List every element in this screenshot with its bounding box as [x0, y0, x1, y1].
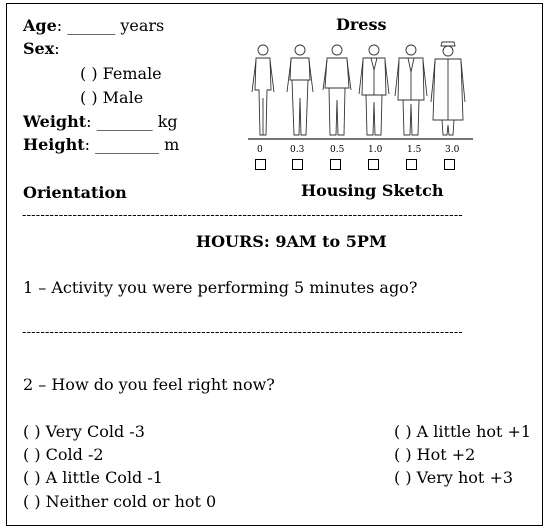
- clo-checkbox[interactable]: [330, 159, 341, 170]
- divider: ------------------------------------------------------------------------------------------------: [22, 209, 463, 223]
- option-very-cold[interactable]: ( ) Very Cold -3: [23, 422, 145, 441]
- figure-nude: [252, 45, 274, 135]
- questionnaire-form: [6, 3, 543, 526]
- clo-value: 3.0: [445, 145, 460, 155]
- clo-checkbox[interactable]: [368, 159, 379, 170]
- figure-winter: [395, 45, 427, 135]
- question-2: 2 – How do you feel right now?: [23, 375, 275, 394]
- clo-value: 0.3: [290, 145, 305, 155]
- clo-checkbox[interactable]: [292, 159, 303, 170]
- figure-summer: [323, 45, 351, 135]
- sex-label: Sex: [23, 39, 55, 58]
- option-hot[interactable]: ( ) Hot +2: [394, 445, 476, 464]
- sex-field: Sex:: [23, 39, 60, 58]
- clo-value: 0.5: [330, 145, 345, 155]
- height-blank[interactable]: : ________ m: [84, 135, 180, 154]
- clo-checkbox[interactable]: [444, 159, 455, 170]
- height-field[interactable]: [23, 135, 179, 154]
- option-little-cold[interactable]: ( ) A little Cold -1: [23, 468, 163, 487]
- weight-label: Weight: [23, 112, 87, 131]
- clo-value: 1.5: [407, 145, 422, 155]
- figure-coat: [431, 42, 465, 135]
- option-neutral[interactable]: ( ) Neither cold or hot 0: [23, 492, 217, 511]
- sex-option-male[interactable]: ( ) Male: [80, 88, 144, 107]
- orientation-label: Orientation: [23, 183, 127, 202]
- hours-label: HOURS: 9AM to 5PM: [196, 232, 387, 251]
- sex-option-female[interactable]: ( ) Female: [80, 64, 162, 83]
- age-label: Age: [23, 16, 57, 35]
- option-cold[interactable]: ( ) Cold -2: [23, 445, 104, 464]
- figure-light: [287, 45, 313, 135]
- clo-checkbox[interactable]: [406, 159, 417, 170]
- age-field[interactable]: [23, 16, 164, 35]
- weight-field[interactable]: [23, 112, 178, 131]
- weight-blank[interactable]: : _______ kg: [86, 112, 178, 131]
- answer-line[interactable]: ------------------------------------------------------------------------------------------------: [22, 326, 463, 340]
- clo-checkbox[interactable]: [255, 159, 266, 170]
- figure-suit: [359, 45, 389, 135]
- age-blank[interactable]: : ______ years: [56, 16, 165, 35]
- dress-title: Dress: [336, 15, 387, 34]
- option-very-hot[interactable]: ( ) Very hot +3: [394, 468, 514, 487]
- clo-value: 0: [257, 145, 263, 155]
- height-label: Height: [23, 135, 85, 154]
- housing-sketch-label: Housing Sketch: [301, 181, 444, 200]
- question-1: 1 – Activity you were performing 5 minutes ago?: [23, 278, 418, 297]
- clo-value: 1.0: [368, 145, 383, 155]
- option-little-hot[interactable]: ( ) A little hot +1: [394, 422, 532, 441]
